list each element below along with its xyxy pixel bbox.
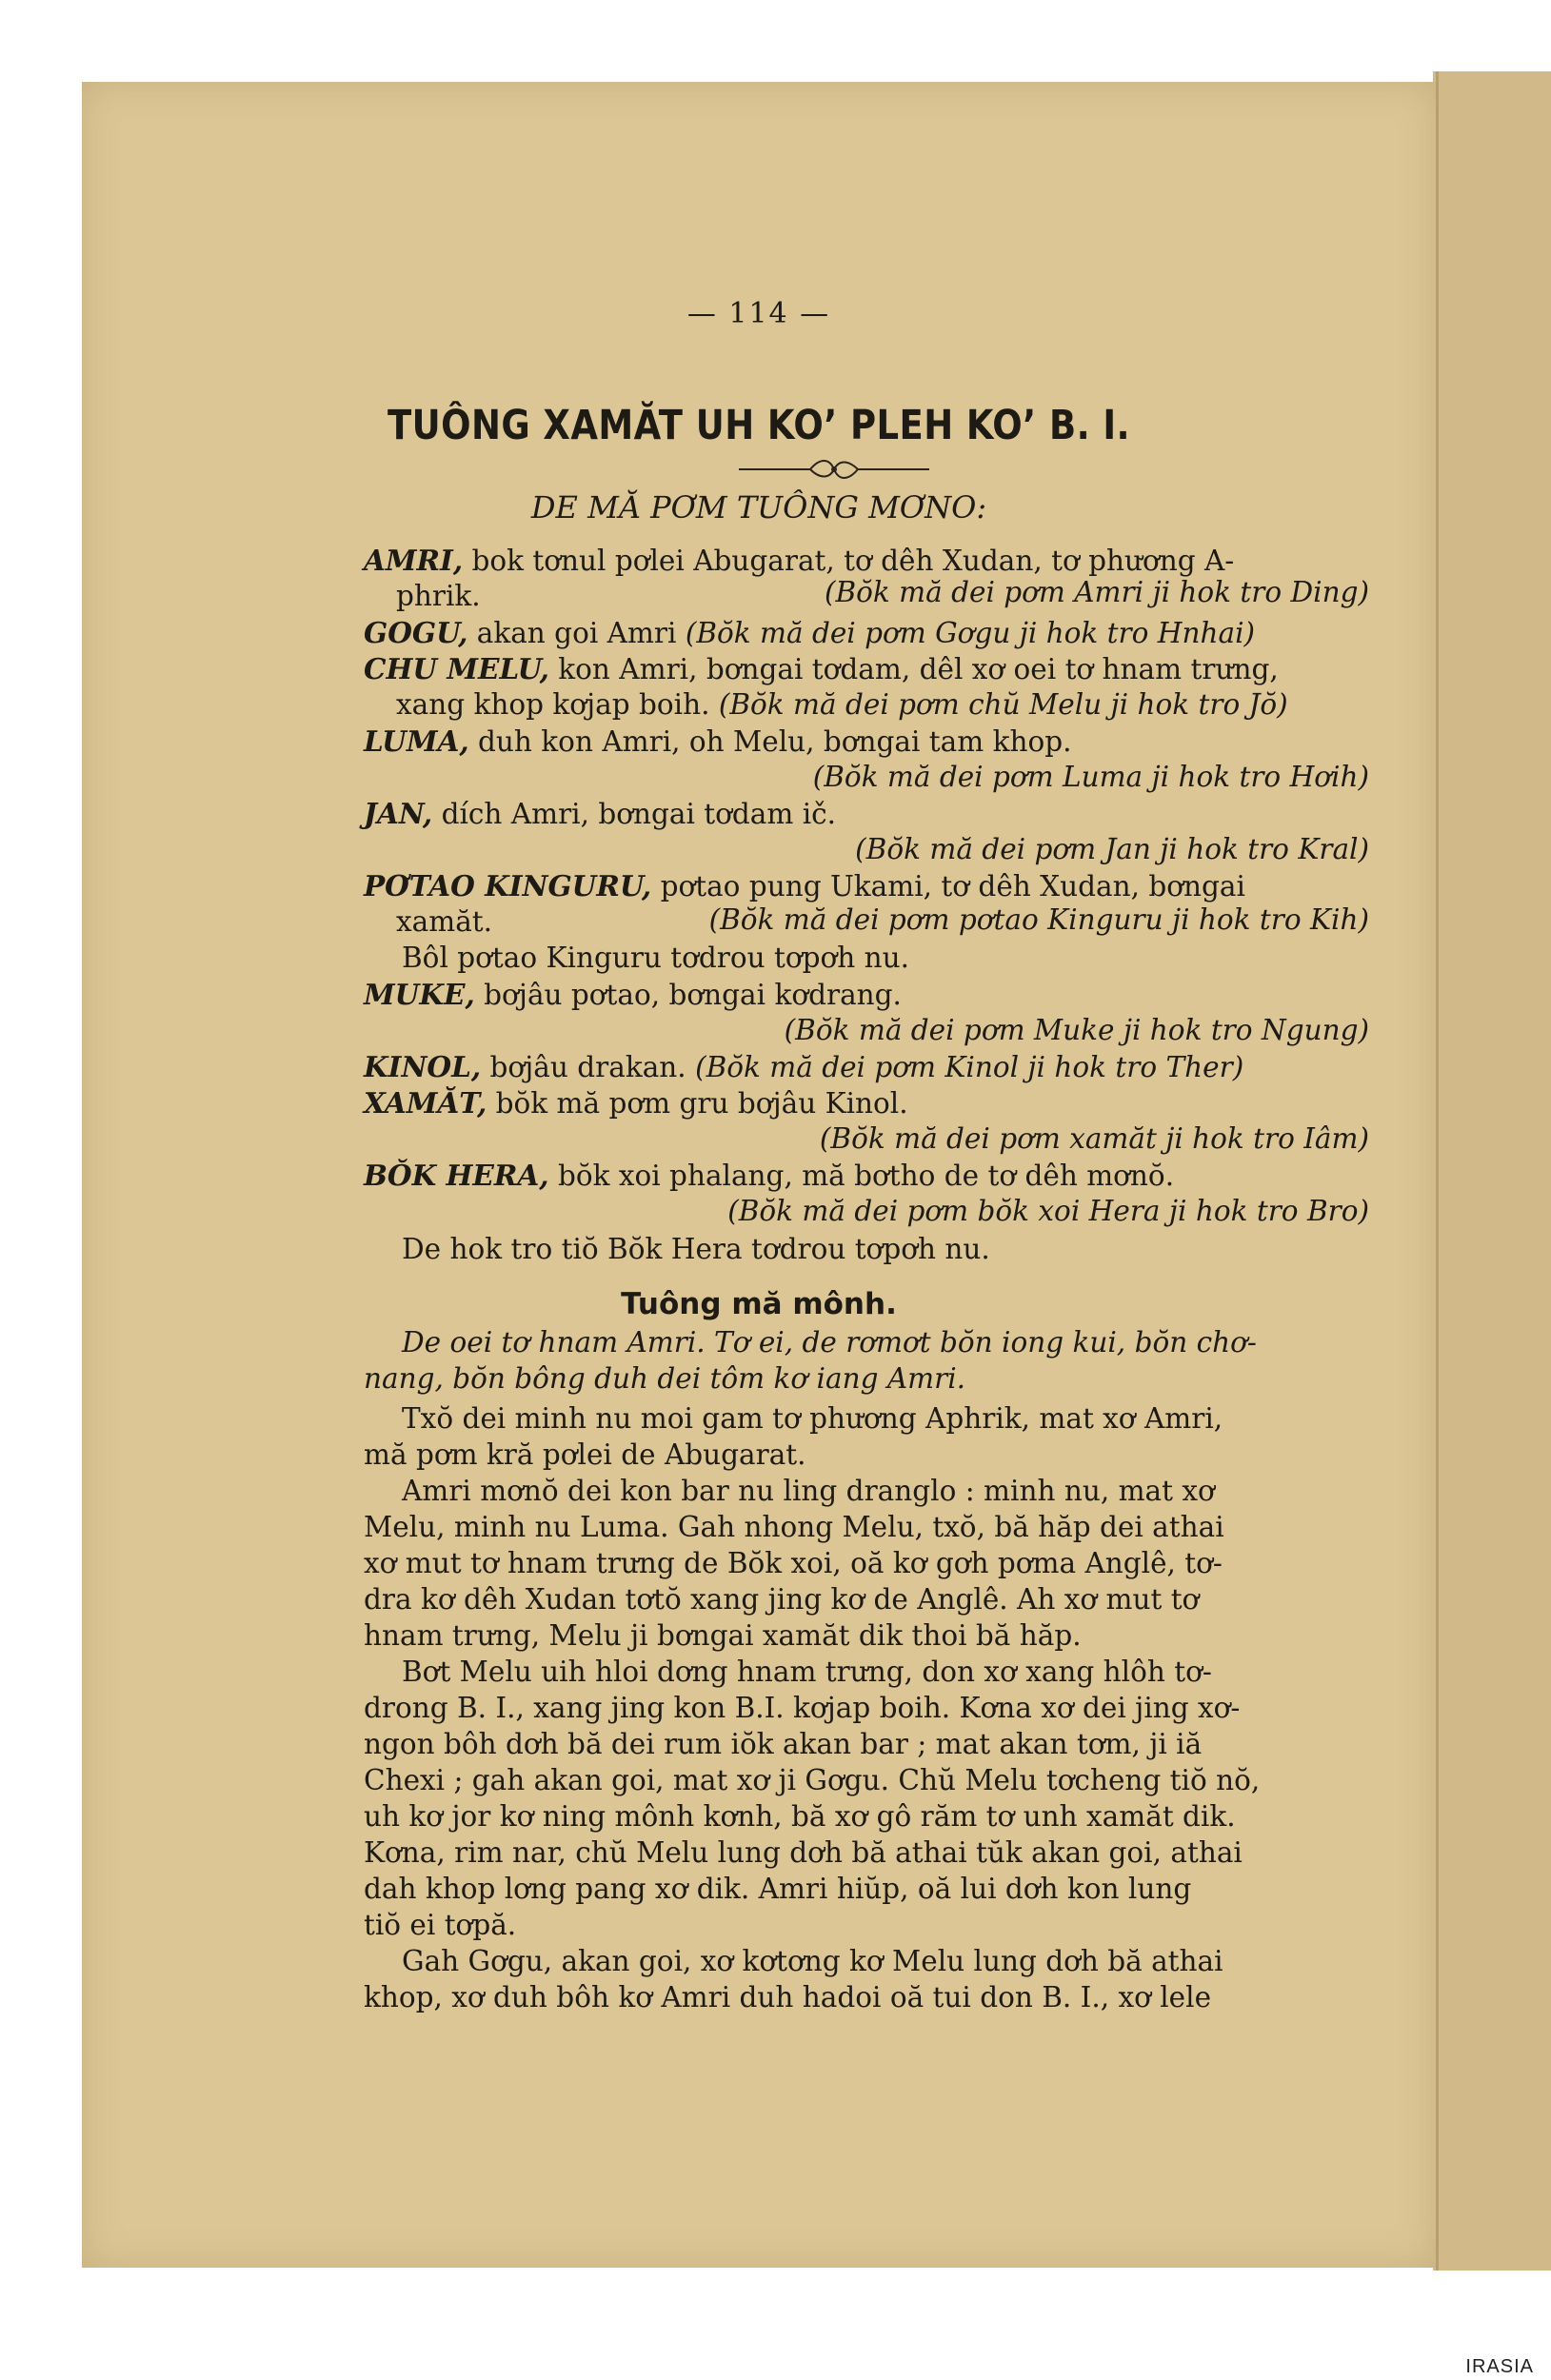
cast-line bbox=[364, 1050, 1244, 1083]
character-desc: bơjâu pơtao, bơngai kơdrang. bbox=[474, 979, 902, 1011]
cast-note: (Bŏk mă dei pơm Jan ji hok tro Kral) bbox=[855, 833, 1369, 865]
character-desc: phrik. bbox=[396, 580, 481, 612]
character-desc: xamăt. bbox=[396, 905, 493, 938]
character-name: AMRI, bbox=[364, 544, 464, 577]
character-desc: duh kon Amri, oh Melu, bơngai tam khop. bbox=[468, 725, 1072, 758]
cast-line bbox=[364, 797, 837, 830]
stage-direction: De oei tơ hnam Amri. Tơ ei, de rơmơt bŏn iong kui, bŏn chơ- bbox=[402, 1326, 1257, 1359]
character-desc: bŏk mă pơm gru bơjâu Kinol. bbox=[487, 1087, 908, 1120]
page-number: — 114 — bbox=[686, 297, 831, 330]
book-page bbox=[82, 82, 1436, 2268]
character-desc: bok tơnul pơlei Abugarat, tơ dêh Xudan, tơ phương A- bbox=[463, 545, 1235, 577]
character-name: LUMA, bbox=[364, 724, 469, 758]
cast-note: (Bŏk mă dei pơm bŏk xoi Hera ji hok tro Bro) bbox=[727, 1195, 1369, 1227]
cast-line bbox=[364, 616, 1256, 649]
play-title: TUÔNG XAMĂT UH KO’ PLEH KO’ B. I. bbox=[387, 402, 1131, 449]
character-desc: dích Amri, bơngai tơdam ič. bbox=[432, 798, 837, 830]
cast-line bbox=[396, 905, 493, 938]
cast-line bbox=[364, 1161, 1174, 1191]
body-line: dah khop lơng pang xơ dik. Amri hiŭp, oă lui dơh kon lung bbox=[364, 1873, 1192, 1905]
character-desc: akan goi Amri bbox=[467, 617, 686, 649]
cast-line: De hok tro tiŏ Bŏk Hera tơdrou tơpơh nu. bbox=[402, 1233, 990, 1265]
cast-line bbox=[364, 978, 902, 1011]
character-name: PƠTAO KINGURU, bbox=[364, 869, 652, 902]
character-name: CHU MELU, bbox=[364, 652, 549, 685]
body-line: mă pơm kră pơlei de Abugarat. bbox=[364, 1438, 806, 1471]
body-line: uh kơ jor kơ ning mônh kơnh, bă xơ gô răm tơ unh xamăt dik. bbox=[364, 1800, 1236, 1833]
cast-line bbox=[396, 688, 1288, 721]
stage-direction: nang, bŏn bông duh dei tôm kơ iang Amri. bbox=[364, 1362, 966, 1395]
cast-line bbox=[364, 652, 1279, 685]
cast-line bbox=[364, 546, 1234, 576]
cast-note: (Bŏk mă dei pơm Muke ji hok tro Ngung) bbox=[784, 1014, 1369, 1046]
cast-line bbox=[364, 869, 1245, 902]
cast-note: (Bŏk mă dei pơm chŭ Melu ji hok tro Jŏ) bbox=[718, 688, 1288, 721]
character-name: XAMĂT, bbox=[364, 1086, 487, 1120]
cast-line: Bôl pơtao Kinguru tơdrou tơpơh nu. bbox=[402, 942, 910, 974]
body-line: Amri mơnŏ dei kon bar nu ling dranglo : minh nu, mat xơ bbox=[402, 1475, 1215, 1507]
character-desc: bŏk xoi phalang, mă bơtho de tơ dêh mơnŏ. bbox=[548, 1160, 1175, 1192]
cast-note: (Bŏk mă dei pơm Kinol ji hok tro Ther) bbox=[695, 1051, 1244, 1083]
body-line: drong B. I., xang jing kon B.I. kơjap boih. Kơna xơ dei jing xơ- bbox=[364, 1692, 1241, 1724]
body-line: Kơna, rim nar, chŭ Melu lung dơh bă athai tŭk akan goi, athai bbox=[364, 1836, 1243, 1869]
cast-line bbox=[364, 1086, 908, 1120]
cast-note: (Bŏk mă dei pơm pơtao Kinguru ji hok tro Kih) bbox=[708, 903, 1369, 936]
character-name: GOGU, bbox=[364, 616, 468, 649]
cast-note: (Bŏk mă dei pơm Gơgu ji hok tro Hnhai) bbox=[685, 617, 1256, 649]
cast-note: (Bŏk mă dei pơm Amri ji hok tro Ding) bbox=[824, 576, 1369, 608]
body-line: Gah Gơgu, akan goi, xơ kơtơng kơ Melu lung dơh bă athai bbox=[402, 1945, 1223, 1977]
next-sheet-edge bbox=[1433, 71, 1551, 2271]
character-name: JAN, bbox=[364, 797, 433, 830]
character-desc: bơjâu drakan. bbox=[481, 1051, 696, 1083]
cast-note: (Bŏk mă dei pơm xamăt ji hok tro Iâm) bbox=[819, 1122, 1369, 1155]
cast-line bbox=[396, 580, 481, 612]
archive-watermark: IRASIA bbox=[1465, 2356, 1534, 2377]
title-ornament bbox=[729, 455, 939, 484]
scene-heading: Tuông mă mônh. bbox=[621, 1287, 897, 1321]
body-line: Txŏ dei minh nu moi gam tơ phương Aphrik, mat xơ Amri, bbox=[402, 1402, 1223, 1435]
character-name: BŎK HERA, bbox=[364, 1159, 549, 1192]
body-line: Bơt Melu uih hloi dơng hnam trưng, don xơ xang hlôh tơ- bbox=[402, 1656, 1212, 1688]
cast-line bbox=[364, 724, 1072, 758]
cast-note: (Bŏk mă dei pơm Luma ji hok tro Hơih) bbox=[812, 761, 1369, 793]
body-line: Chexi ; gah akan goi, mat xơ ji Gơgu. Chŭ Melu tơcheng tiŏ nŏ, bbox=[364, 1764, 1261, 1796]
body-line: hnam trưng, Melu ji bơngai xamăt dik thoi bă hăp. bbox=[364, 1619, 1082, 1652]
character-desc: pơtao pung Ukami, tơ dêh Xudan, bơngai bbox=[651, 870, 1245, 902]
body-line: khop, xơ duh bôh kơ Amri duh hadoi oă tui don B. I., xơ lele bbox=[364, 1981, 1212, 2013]
body-line: tiŏ ei tơpă. bbox=[364, 1909, 517, 1941]
body-line: ngon bôh dơh bă dei rum iŏk akan bar ; mat akan tơm, ji iă bbox=[364, 1728, 1203, 1760]
character-name: KINOL, bbox=[364, 1050, 482, 1083]
character-name: MUKE, bbox=[364, 978, 475, 1011]
character-desc: xang khop kơjap boih. bbox=[396, 688, 719, 721]
page-fold-line bbox=[1436, 71, 1439, 2271]
body-line: dra kơ dêh Xudan tơtŏ xang jing kơ de Anglê. Ah xơ mut tơ bbox=[364, 1583, 1200, 1616]
cast-subtitle: DE MĂ PƠM TUÔNG MƠNO: bbox=[530, 489, 987, 526]
body-line: Melu, minh nu Luma. Gah nhong Melu, txŏ, bă hăp dei athai bbox=[364, 1511, 1224, 1543]
body-line: xơ mut tơ hnam trưng de Bŏk xoi, oă kơ gơh pơma Anglê, tơ- bbox=[364, 1547, 1223, 1579]
character-desc: kon Amri, bơngai tơdam, dêl xơ oei tơ hnam trưng, bbox=[548, 653, 1279, 685]
